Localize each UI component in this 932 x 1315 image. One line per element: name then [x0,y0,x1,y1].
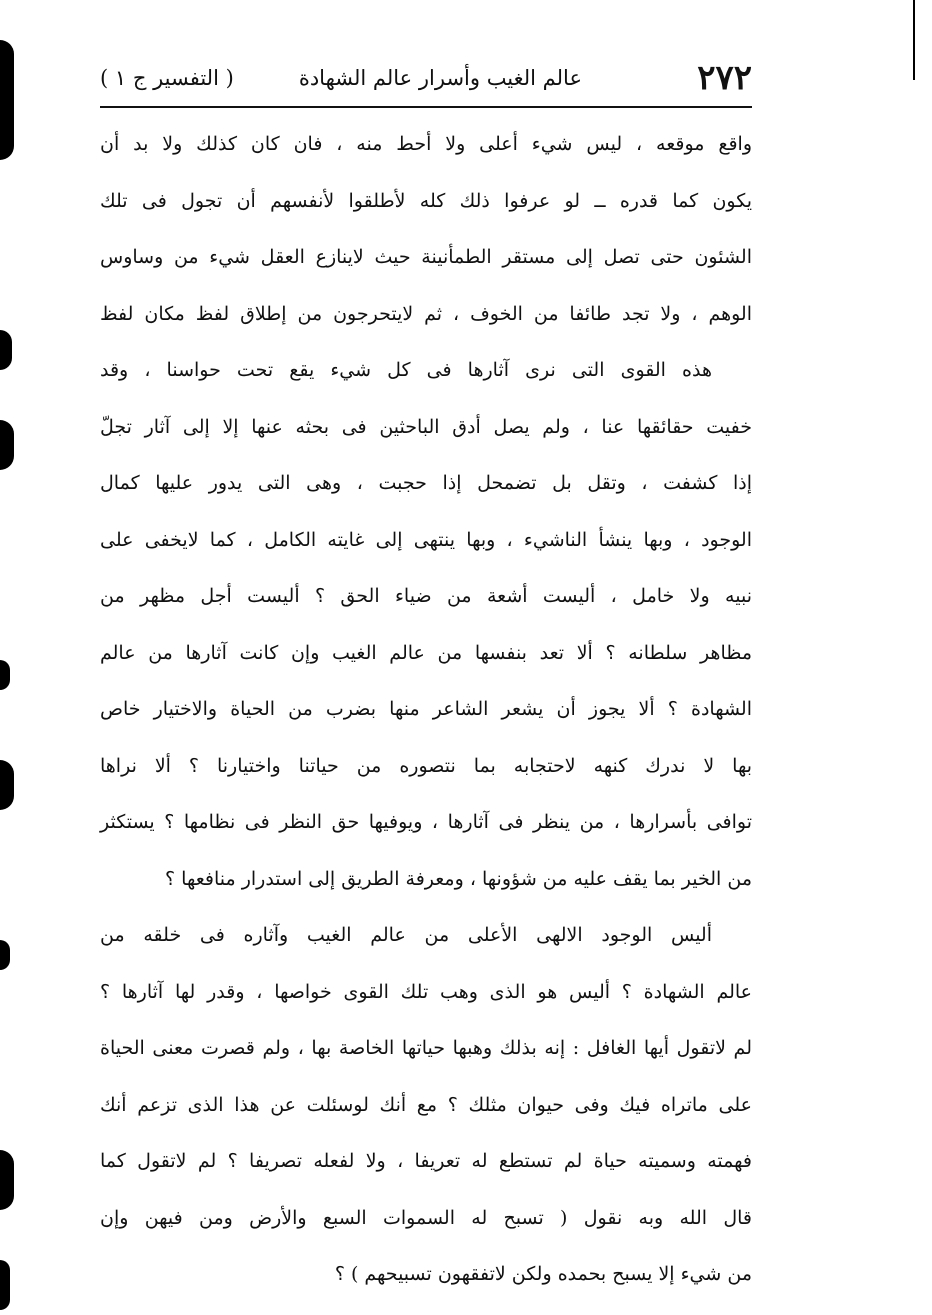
header-rule [100,106,752,108]
text-line: من شيء إلا يسبح بحمده ولكن لاتفقهون تسبيحهم ) ؟ [334,1263,752,1285]
text-line: على ماتراه فيك وفى حيوان مثلك ؟ مع أنك لوسئلت عن هذا الذى تزعم أنك [100,1093,752,1116]
text-line: الشهادة ؟ ألا يجوز أن يشعر الشاعر منها بضرب من الحياة والاختيار خاص [100,698,752,720]
text-line: بها لا ندرك كنهه لاحتجابه بما نتصوره من حياتنا واختيارنا ؟ ألا نراها [100,754,752,777]
scan-edge-mark [0,940,10,970]
text-line: الوجود ، وبها ينشأ الناشيء ، وبها ينتهى إلى غايته الكامل ، كما لايخفى على [100,528,752,551]
text-line: إذا كشفت ، وتقل بل تضمحل إذا حجبت ، وهى التى يدور عليها كمال [100,472,752,494]
text-line: أليس الوجود الالهى الأعلى من عالم الغيب وآثاره فى خلقه من [100,924,712,946]
text-line: واقع موقعه ، ليس شيء أعلى ولا أحط منه ، فان كان كذلك ولا بد أن [100,133,752,155]
scan-edge-mark [0,330,12,370]
page-header [100,58,752,106]
scan-edge-mark [0,760,14,810]
page-number: ٢٧٢ [697,58,752,98]
scan-edge-mark [0,660,10,690]
text-line: يكون كما قدره ــ لو عرفوا ذلك كله لأطلقوا لأنفسهم أن تجول فى تلك [100,189,752,212]
running-title: عالم الغيب وأسرار عالم الشهادة [298,66,582,90]
text-line: مظاهر سلطانه ؟ ألا تعد بنفسها من عالم الغيب وإن كانت آثارها من عالم [100,641,752,664]
text-line: توافى بأسرارها ، من ينظر فى آثارها ، ويوفيها حق النظر فى نظامها ؟ يستكثر [100,811,752,833]
scan-edge-mark [913,0,915,80]
section-label: ( التفسير ج ١ ) [100,66,234,90]
text-line: قال الله وبه نقول ( تسبح له السموات السبع والأرض ومن فيهن وإن [100,1206,752,1229]
body-text [100,116,752,1303]
text-line: هذه القوى التى نرى آثارها فى كل شيء يقع تحت حواسنا ، وقد [100,359,712,381]
scan-edge-mark [0,1150,14,1210]
text-line: الشئون حتى تصل إلى مستقر الطمأنينة حيث لاينازع العقل شيء من وساوس [100,246,752,268]
text-line: خفيت حقائقها عنا ، ولم يصل أدق الباحثين فى بحثه عنها إلا إلى آثار تجلّ [100,415,752,438]
scan-edge-mark [0,420,14,470]
text-line: الوهم ، ولا تجد طائفا من الخوف ، ثم لايتحرجون من إطلاق لفظ مكان لفظ [100,302,752,325]
scan-edge-mark [0,40,14,160]
text-line: فهمته وسميته حياة لم تستطع له تعريفا ، ولا لفعله تصريفا ؟ لم لاتقول كما [100,1150,752,1172]
text-line: عالم الشهادة ؟ أليس هو الذى وهب تلك القوى خواصها ، وقدر لها آثارها ؟ [100,980,752,1003]
scan-edge-mark [0,1260,10,1310]
text-line: لم لاتقول أيها الغافل : إنه بذلك وهبها حياتها الخاصة بها ، ولم قصرت معنى الحياة [100,1037,752,1059]
text-line: من الخير بما يقف عليه من شؤونها ، ومعرفة الطريق إلى استدرار منافعها ؟ [165,867,752,890]
text-line: نبيه ولا خامل ، أليست أشعة من ضياء الحق ؟ أليست أجل مظهر من [100,585,752,607]
